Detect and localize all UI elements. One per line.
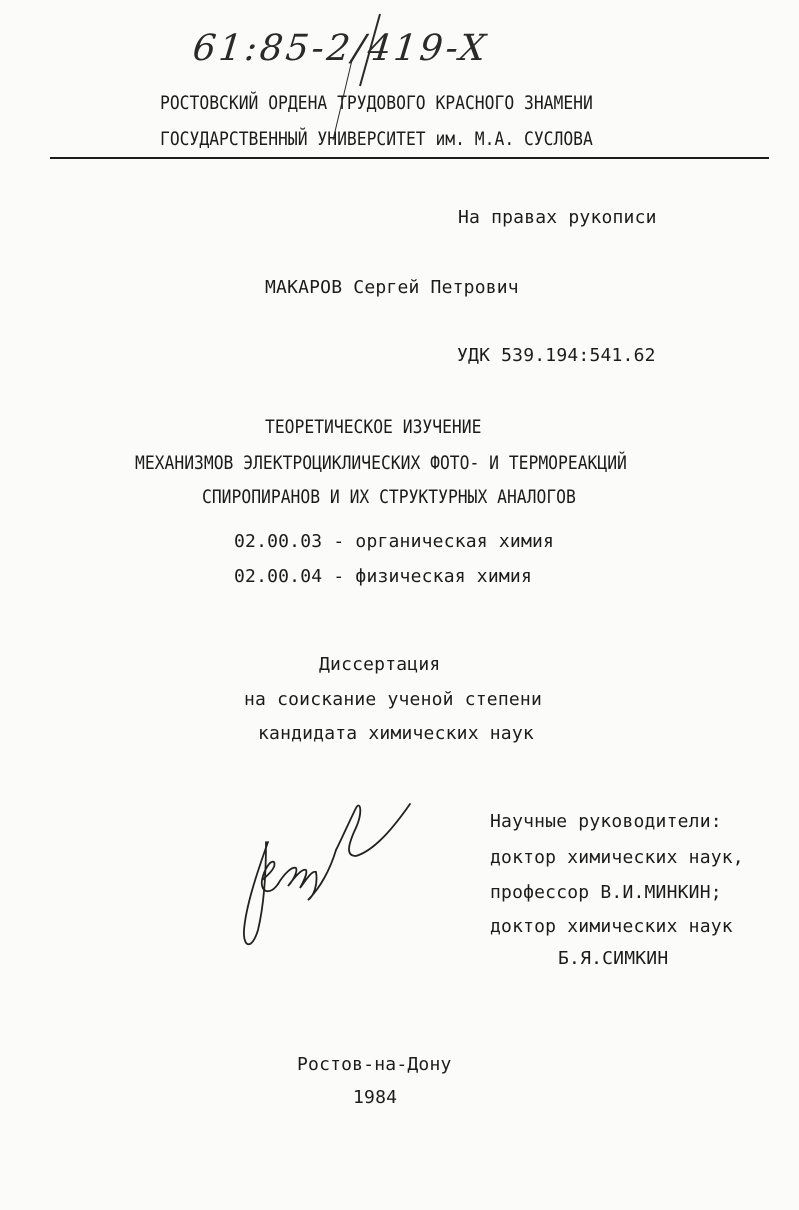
signature <box>244 804 410 944</box>
udc-code: УДК 539.194:541.62 <box>457 345 656 366</box>
city: Ростов-на-Дону <box>297 1054 452 1075</box>
supervisor-line-3: доктор химических наук <box>490 916 733 937</box>
supervisor-name-2: Б.Я.СИМКИН <box>558 948 669 969</box>
manuscript-note: На правах рукописи <box>458 207 657 228</box>
year: 1984 <box>353 1087 398 1108</box>
degree-line-2: на соискание ученой степени <box>244 689 542 710</box>
degree-line-3: кандидата химических наук <box>258 723 534 744</box>
title-line-2: МЕХАНИЗМОВ ЭЛЕКТРОЦИКЛИЧЕСКИХ ФОТО- И ТЕРМОРЕАКЦИЙ <box>135 452 627 474</box>
supervisor-line-2: профессор В.И.МИНКИН; <box>490 882 722 903</box>
header-divider <box>50 157 769 159</box>
title-line-1: ТЕОРЕТИЧЕСКОЕ ИЗУЧЕНИЕ <box>265 416 482 438</box>
supervisors-heading: Научные руководители: <box>490 811 722 832</box>
university-line-1: РОСТОВСКИЙ ОРДЕНА ТРУДОВОГО КРАСНОГО ЗНАМЕНИ <box>160 92 593 114</box>
title-line-3: СПИРОПИРАНОВ И ИХ СТРУКТУРНЫХ АНАЛОГОВ <box>202 486 576 508</box>
archive-number: 61:85-2/419-X <box>190 28 491 69</box>
university-line-2: ГОСУДАРСТВЕННЫЙ УНИВЕРСИТЕТ им. М.А. СУСЛОВА <box>160 128 593 150</box>
specialty-1: 02.00.03 - органическая химия <box>234 531 555 552</box>
specialty-2: 02.00.04 - физическая химия <box>234 566 532 587</box>
supervisor-line-1: доктор химических наук, <box>490 847 744 868</box>
degree-line-1: Диссертация <box>319 654 441 675</box>
author-name: МАКАРОВ Сергей Петрович <box>265 277 519 298</box>
